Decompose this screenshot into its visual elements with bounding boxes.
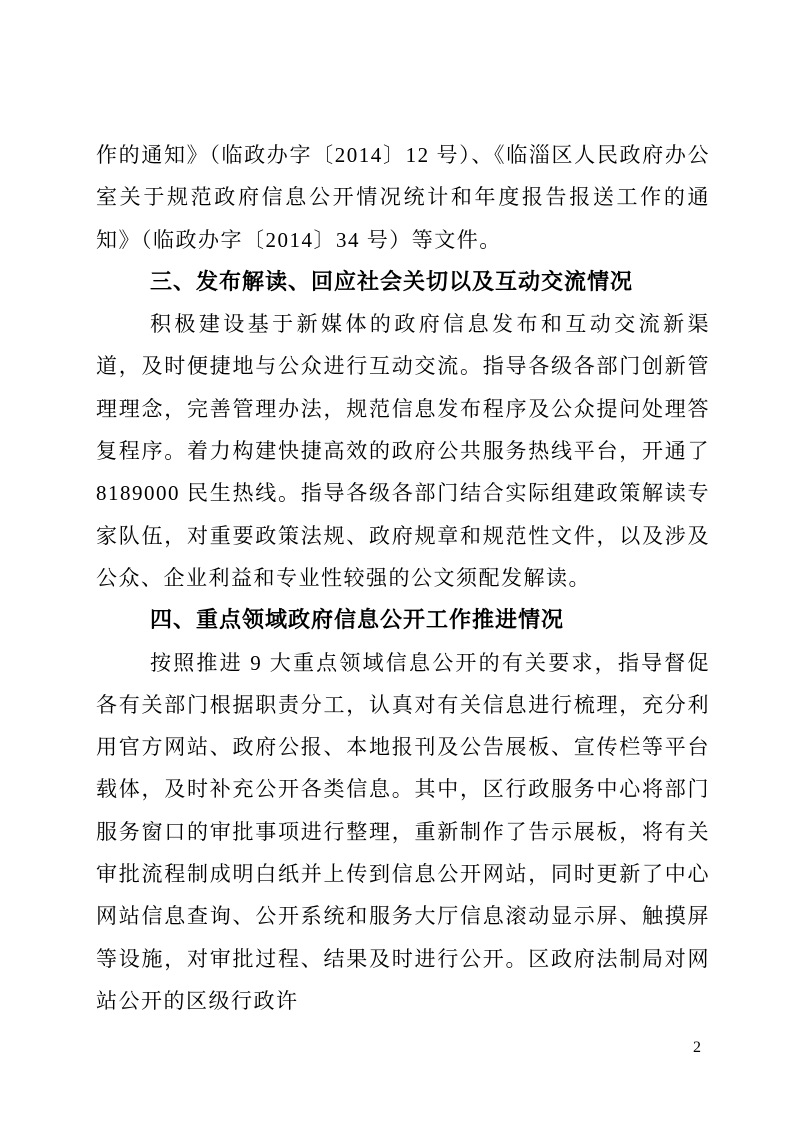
page-number: 2 [693,1039,701,1056]
section-four-paragraph: 按照推进 9 大重点领域信息公开的有关要求，指导督促各有关部门根据职责分工，认真对有关信息进行梳理，充分利用官方网站、政府公报、本地报刊及公告展板、宣传栏等平台载体，及时补充公开各类信息。其中，区行政服务中心将部门服务窗口的审批事项进行整理，重新制作了告示展板，将有关审批流程制成明白纸并上传到信息公开网站，同时更新了中心网站信息查询、公开系统和服务大厅信息滚动显示屏、触摸屏等设施，对审批过程、结果及时进行公开。区政府法制局对网站公开的区级行政许 [96,650,710,1013]
page-content [96,134,710,1022]
section-heading-four: 四、重点领域政府信息公开工作推进情况 [150,607,565,633]
paragraph-continuation: 作的通知》（临政办字〔2014〕12 号）、《临淄区人民政府办公室关于规范政府信息公开情况统计和年度报告报送工作的通知》（临政办字〔2014〕34 号）等文件。 [96,143,710,252]
section-three-paragraph: 积极建设基于新媒体的政府信息发布和互动交流新渠道，及时便捷地与公众进行互动交流。指导各级各部门创新管理理念，完善管理办法，规范信息发布程序及公众提问处理答复程序。着力构建快捷高效的政府公共服务热线平台，开通了 8189000 民生热线。指导各级各部门结合实际组建政策解读专家队伍，对重要政策法规、政府规章和规范性文件，以及涉及公众、企业利益和专业性较强的公文须配发解读。 [96,312,710,590]
section-heading-three: 三、发布解读、回应社会关切以及互动交流情况 [150,268,634,294]
